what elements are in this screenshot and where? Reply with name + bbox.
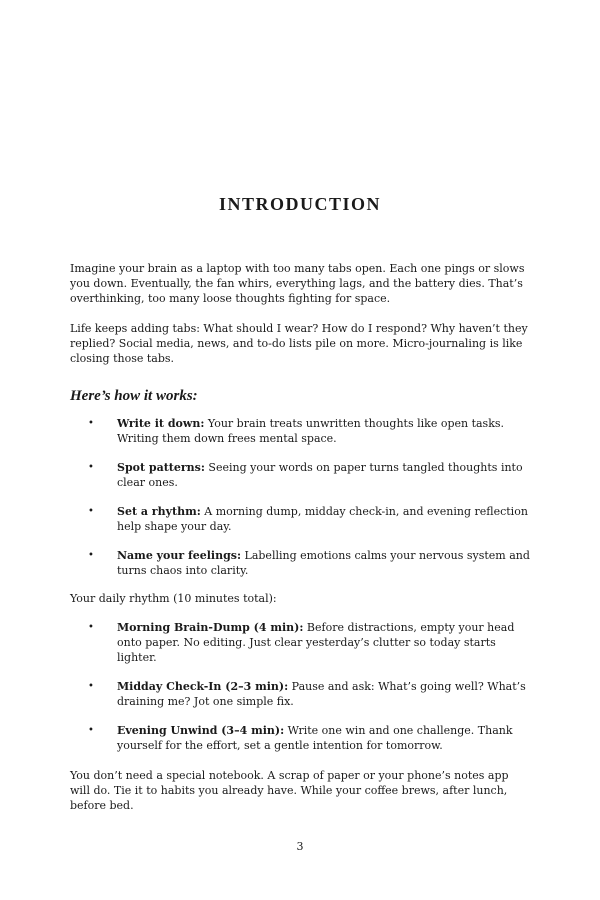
item-term: Set a rhythm: — [117, 505, 201, 518]
list-item — [70, 723, 532, 753]
item-term: Morning Brain-Dump (4 min): — [117, 621, 304, 634]
list-item — [70, 416, 532, 446]
item-term: Evening Unwind (3–4 min): — [117, 724, 285, 737]
item-term: Name your feelings: — [117, 549, 242, 562]
item-text: Pause and ask: What’s going well? What’s draining me? Jot one simple fix. — [117, 680, 526, 708]
daily-rhythm-list — [70, 620, 532, 753]
list-item — [70, 548, 532, 578]
item-text: Write one win and one challenge. Thank yourself for the effort, set a gentle intention for tomorrow. — [117, 724, 513, 752]
body-content — [70, 261, 532, 828]
closing-paragraph: You don’t need a special notebook. A scrap of paper or your phone’s notes app will do. Tie it to habits you already have. While your coffee brews, after lunch, before bed. — [70, 769, 509, 812]
list-item — [70, 679, 532, 709]
bullet-icon: • — [88, 506, 94, 517]
bullet-icon: • — [88, 681, 94, 692]
bullet-icon: • — [88, 725, 94, 736]
page-title: INTRODUCTION — [218, 194, 382, 214]
item-text: Seeing your words on paper turns tangled thoughts into clear ones. — [117, 461, 523, 489]
item-text: Before distractions, empty your head onto paper. No editing. Just clear yesterday’s clutter so today starts lighter. — [117, 621, 515, 664]
item-text: Labelling emotions calms your nervous system and turns chaos into clarity. — [117, 549, 530, 577]
page-number: 3 — [296, 840, 304, 853]
item-term: Spot patterns: — [117, 461, 205, 474]
rhythm-intro: Your daily rhythm (10 minutes total): — [70, 592, 277, 605]
paragraph-2: Life keeps adding tabs: What should I wear? How do I respond? Why haven’t they replied? Social media, news, and to-do lists pile on more. Micro-journaling is like closing those tabs. — [70, 322, 528, 365]
bullet-icon: • — [88, 418, 94, 429]
list-item — [70, 504, 532, 534]
list-item — [70, 620, 532, 665]
how-it-works-list — [70, 416, 532, 578]
bullet-icon: • — [88, 622, 94, 633]
item-text: A morning dump, midday check-in, and evening reflection help shape your day. — [117, 505, 528, 533]
paragraph-1: Imagine your brain as a laptop with too many tabs open. Each one pings or slows you down. Eventually, the fan whirs, everything lags, and the battery dies. That’s overthinking, too many loose thoughts fighting for space. — [70, 262, 525, 305]
bullet-icon: • — [88, 550, 94, 561]
item-term: Midday Check-In (2–3 min): — [117, 680, 289, 693]
item-text: Your brain treats unwritten thoughts like open tasks. Writing them down frees mental space. — [117, 417, 505, 445]
item-term: Write it down: — [117, 417, 205, 430]
list-item — [70, 460, 532, 490]
section-subheading: Here’s how it works: — [70, 388, 198, 404]
bullet-icon: • — [88, 462, 94, 473]
